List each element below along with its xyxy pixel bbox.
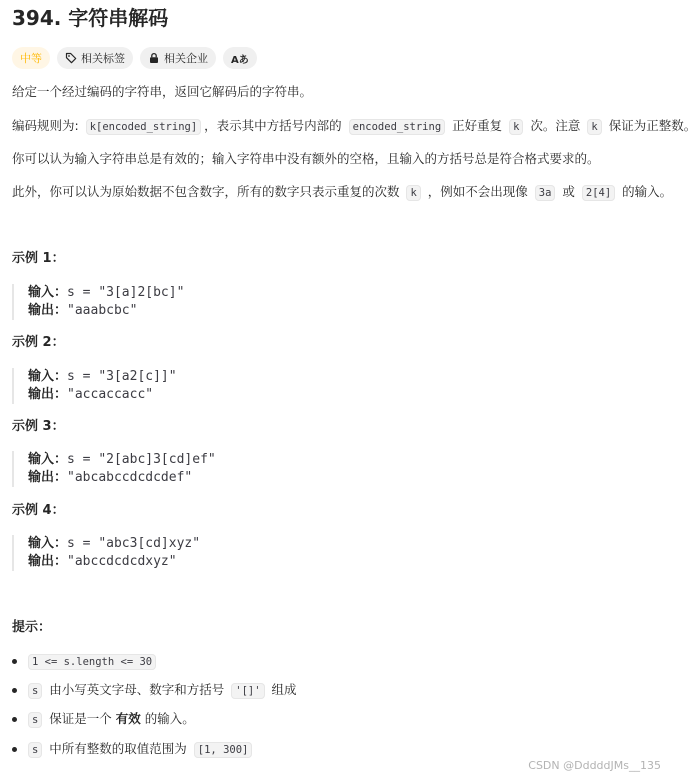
desc-paragraph-1: 给定一个经过编码的字符串，返回它解码后的字符串。 xyxy=(12,84,313,99)
example-3-block xyxy=(12,451,216,487)
example-output: 输出："aaabcbc" xyxy=(28,303,138,318)
example-4-block xyxy=(12,535,200,571)
translate-button[interactable] xyxy=(223,47,257,69)
related-companies-label: 相关企业 xyxy=(164,52,208,65)
inline-code: s xyxy=(28,683,42,699)
inline-code: s xyxy=(28,712,42,728)
inline-code: 2[4] xyxy=(582,185,615,201)
difficulty-label: 中等 xyxy=(20,52,42,65)
example-input: 输入：s = "abc3[cd]xyz" xyxy=(28,536,201,551)
list-item: s 保证是一个 有效 的输入。 xyxy=(12,709,195,730)
desc-paragraph-3: 你可以认为输入字符串总是有效的；输入字符串中没有额外的空格，且输入的方括号总是符合格式要求的。 xyxy=(12,151,600,166)
list-item: s 中所有整数的取值范围为 [1, 300] xyxy=(12,739,255,760)
bullet xyxy=(12,717,17,722)
difficulty-badge xyxy=(12,47,50,69)
example-1-block xyxy=(12,284,184,320)
inline-code: s xyxy=(28,742,42,758)
inline-code: k xyxy=(587,119,601,135)
problem-title[interactable]: 394. 字符串解码 xyxy=(12,6,169,30)
inline-code: k xyxy=(509,119,523,135)
example-output: 输出："accaccacc" xyxy=(28,387,154,402)
inline-code: 3a xyxy=(535,185,556,201)
tag-icon xyxy=(65,52,77,64)
example-2-heading: 示例 2： xyxy=(12,335,65,350)
example-2-block xyxy=(12,368,177,404)
list-item: s 由小写英文字母、数字和方括号 '[]' 组成 xyxy=(12,680,297,701)
example-1-heading: 示例 1： xyxy=(12,251,65,266)
inline-code: k[encoded_string] xyxy=(86,119,201,135)
related-tags-label: 相关标签 xyxy=(81,52,125,65)
example-3-heading: 示例 3： xyxy=(12,419,65,434)
related-tags-button[interactable] xyxy=(57,47,133,69)
inline-code: [1, 300] xyxy=(194,742,253,758)
example-input: 输入：s = "3[a2[c]]" xyxy=(28,369,177,384)
related-companies-button[interactable] xyxy=(140,47,216,69)
hints-heading: 提示： xyxy=(12,620,52,635)
bullet xyxy=(12,747,17,752)
inline-code: k xyxy=(406,185,420,201)
bullet xyxy=(12,688,17,693)
inline-code: 1 <= s.length <= 30 xyxy=(28,654,156,670)
example-4-heading: 示例 4： xyxy=(12,503,65,518)
desc-paragraph-2: 编码规则为: k[encoded_string] ，表示其中方括号内部的 encoded_string 正好重复 k 次。注意 k 保证为正整数。 xyxy=(12,118,696,133)
example-output: 输出："abccdcdcdxyz" xyxy=(28,554,177,569)
example-input: 输入：s = "3[a]2[bc]" xyxy=(28,285,185,300)
list-item xyxy=(12,651,159,672)
inline-code: encoded_string xyxy=(349,119,446,135)
translate-icon: Aあ xyxy=(231,54,249,66)
inline-code: '[]' xyxy=(231,683,264,699)
tag-bar xyxy=(12,47,257,69)
lock-icon xyxy=(148,52,160,64)
desc-paragraph-4: 此外，你可以认为原始数据不包含数字，所有的数字只表示重复的次数 k ，例如不会出现像 3a 或 2[4] 的输入。 xyxy=(12,184,673,199)
bullet xyxy=(12,659,17,664)
example-output: 输出："abcabccdcdcdef" xyxy=(28,470,193,485)
watermark: CSDN @DddddJMs__135 xyxy=(528,759,661,772)
example-input: 输入：s = "2[abc]3[cd]ef" xyxy=(28,452,216,467)
